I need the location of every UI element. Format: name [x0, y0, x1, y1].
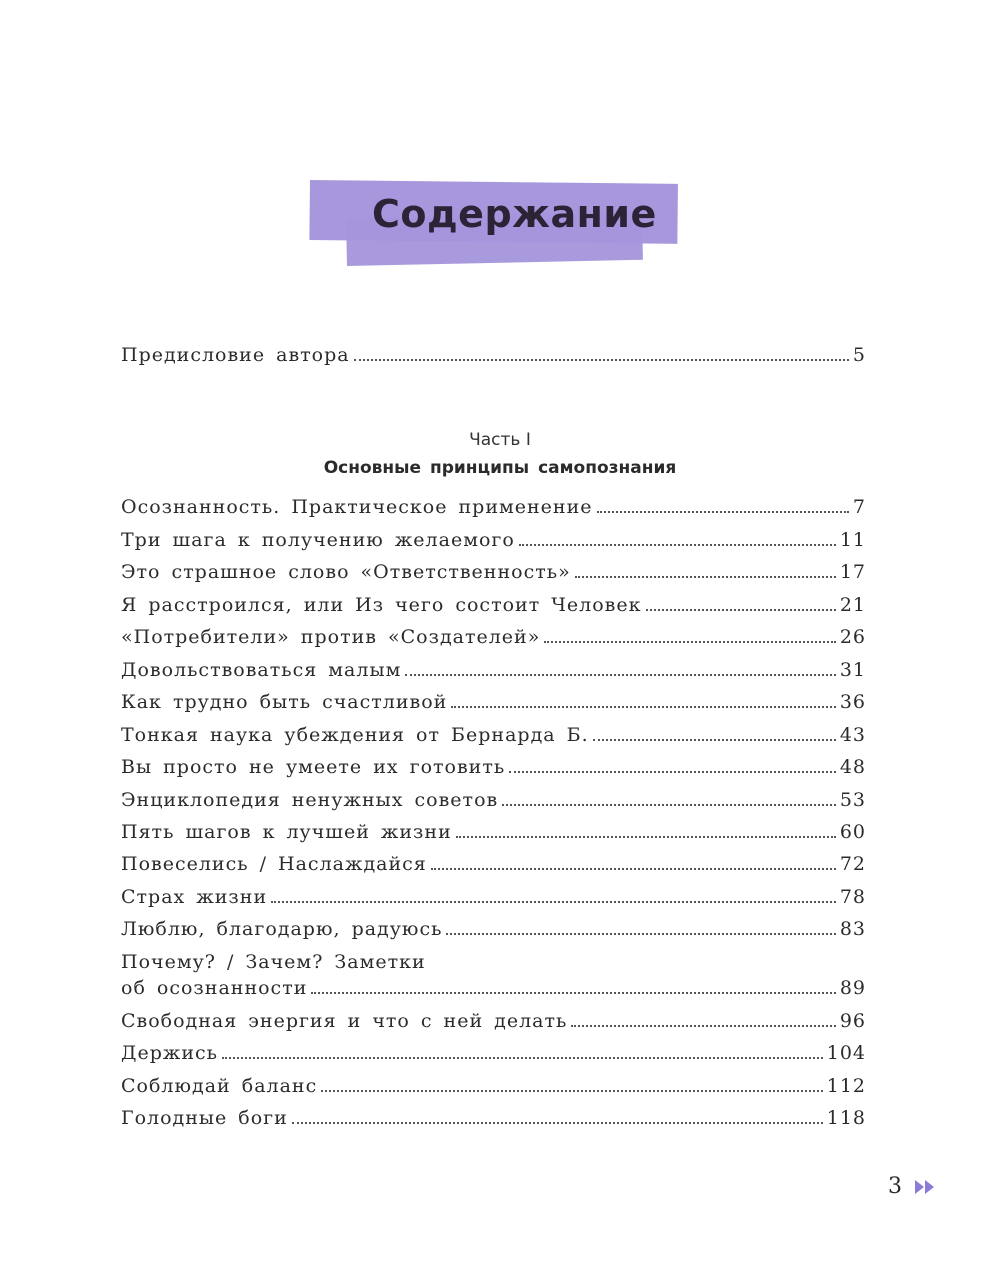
toc-entry-page: 26 — [839, 626, 866, 648]
dot-leader — [354, 358, 849, 361]
dot-leader — [222, 1056, 823, 1059]
toc-entry[interactable] — [121, 1041, 866, 1065]
page-number: 3 — [888, 1174, 902, 1199]
toc-entry-title: Соблюдай баланс — [121, 1075, 318, 1097]
toc-entry-title: Вы просто не умеете их готовить — [121, 756, 506, 778]
toc-entry-title: Страх жизни — [121, 886, 268, 908]
toc-entry-page: 112 — [826, 1075, 866, 1097]
toc-entry[interactable] — [121, 625, 866, 649]
toc-entry-page: 48 — [839, 756, 866, 778]
toc-entry-title: Довольствоваться малым — [121, 659, 402, 681]
toc-entry-title: Свободная энергия и что с ней делать — [121, 1010, 568, 1032]
toc-entry-title: Как трудно быть счастливой — [121, 691, 448, 713]
toc-entry-page: 118 — [826, 1107, 866, 1129]
toc-entry[interactable] — [121, 495, 866, 519]
toc-entry-page: 104 — [826, 1042, 866, 1064]
toc-entry-title: Голодные боги — [121, 1107, 288, 1129]
toc-entry-title: Повеселись / Наслаждайся — [121, 853, 427, 875]
toc-entry-title: Энциклопедия ненужных советов — [121, 789, 499, 811]
toc-entry-page: 5 — [852, 344, 866, 366]
toc-entry[interactable] — [121, 917, 866, 941]
double-chevron-right-icon[interactable] — [915, 1180, 935, 1194]
toc-entry-page: 11 — [839, 529, 866, 551]
toc-entry-page: 96 — [839, 1010, 866, 1032]
toc-entry-page: 72 — [839, 853, 866, 875]
toc-entry-page: 60 — [839, 821, 866, 843]
dot-leader — [271, 900, 836, 903]
toc-entry-page: 83 — [839, 918, 866, 940]
dot-leader — [431, 867, 836, 870]
toc-entry[interactable] — [121, 658, 866, 682]
toc-entry-title: Тонкая наука убеждения от Бернарда Б. — [121, 724, 589, 746]
dot-leader — [597, 510, 849, 513]
toc-entry-page: 53 — [839, 789, 866, 811]
dot-leader — [456, 835, 836, 838]
toc-entry-title: Это страшное слово «Ответственность» — [121, 561, 571, 583]
toc-entry[interactable] — [121, 690, 866, 714]
dot-leader — [519, 543, 836, 546]
dot-leader — [311, 991, 835, 994]
toc-entry[interactable] — [121, 976, 866, 1000]
part-label: Часть I — [469, 430, 531, 450]
toc-entry-page: 31 — [839, 659, 866, 681]
toc-entry-title: «Потребители» против «Создателей» — [121, 626, 541, 648]
dot-leader — [646, 608, 836, 611]
toc-entry-page: 89 — [839, 977, 866, 999]
toc-entry-title-first-line[interactable]: Почему? / Зачем? Заметки — [121, 951, 426, 973]
dot-leader — [321, 1089, 823, 1092]
dot-leader — [451, 705, 836, 708]
toc-entry-title: Пять шагов к лучшей жизни — [121, 821, 452, 843]
toc-entry-page: 21 — [839, 594, 866, 616]
toc-entry[interactable] — [121, 593, 866, 617]
dot-leader — [446, 932, 835, 935]
dot-leader — [593, 738, 836, 741]
dot-leader — [292, 1121, 823, 1124]
page-title: Содержание — [372, 192, 657, 236]
dot-leader — [575, 575, 836, 578]
toc-entry-title: Осознанность. Практическое применение — [121, 496, 593, 518]
dot-leader — [502, 803, 836, 806]
toc-entry[interactable] — [121, 1074, 866, 1098]
toc-entry[interactable] — [121, 788, 866, 812]
dot-leader — [544, 640, 835, 643]
dot-leader — [571, 1024, 835, 1027]
toc-entry-title: Держись — [121, 1042, 218, 1064]
toc-entry-title: Люблю, благодарю, радуюсь — [121, 918, 443, 940]
toc-entry[interactable] — [121, 723, 866, 747]
toc-entry-page: 7 — [852, 496, 866, 518]
toc-entry[interactable] — [121, 820, 866, 844]
toc-entry-page: 36 — [839, 691, 866, 713]
toc-entry-title: Три шага к получению желаемого — [121, 529, 515, 551]
toc-entry-title: Предисловие автора — [121, 344, 350, 366]
toc-entry-page: 78 — [839, 886, 866, 908]
toc-entry[interactable] — [121, 560, 866, 584]
toc-entry[interactable] — [121, 528, 866, 552]
title-highlight — [310, 180, 680, 270]
toc-entry[interactable] — [121, 885, 866, 909]
toc-entry[interactable] — [121, 755, 866, 779]
part-subtitle: Основные принципы самопознания — [323, 458, 677, 478]
toc-entry-title: об осознанности — [121, 977, 308, 999]
toc-entry-title: Я расстроился, или Из чего состоит Человек — [121, 594, 642, 616]
toc-entry[interactable] — [121, 1106, 866, 1130]
toc-entry-page: 17 — [839, 561, 866, 583]
dot-leader — [509, 770, 836, 773]
toc-entry-page: 43 — [839, 724, 866, 746]
toc-entry[interactable] — [121, 1009, 866, 1033]
toc-entry-preface[interactable] — [121, 343, 866, 367]
toc-entry[interactable] — [121, 852, 866, 876]
dot-leader — [405, 673, 835, 676]
